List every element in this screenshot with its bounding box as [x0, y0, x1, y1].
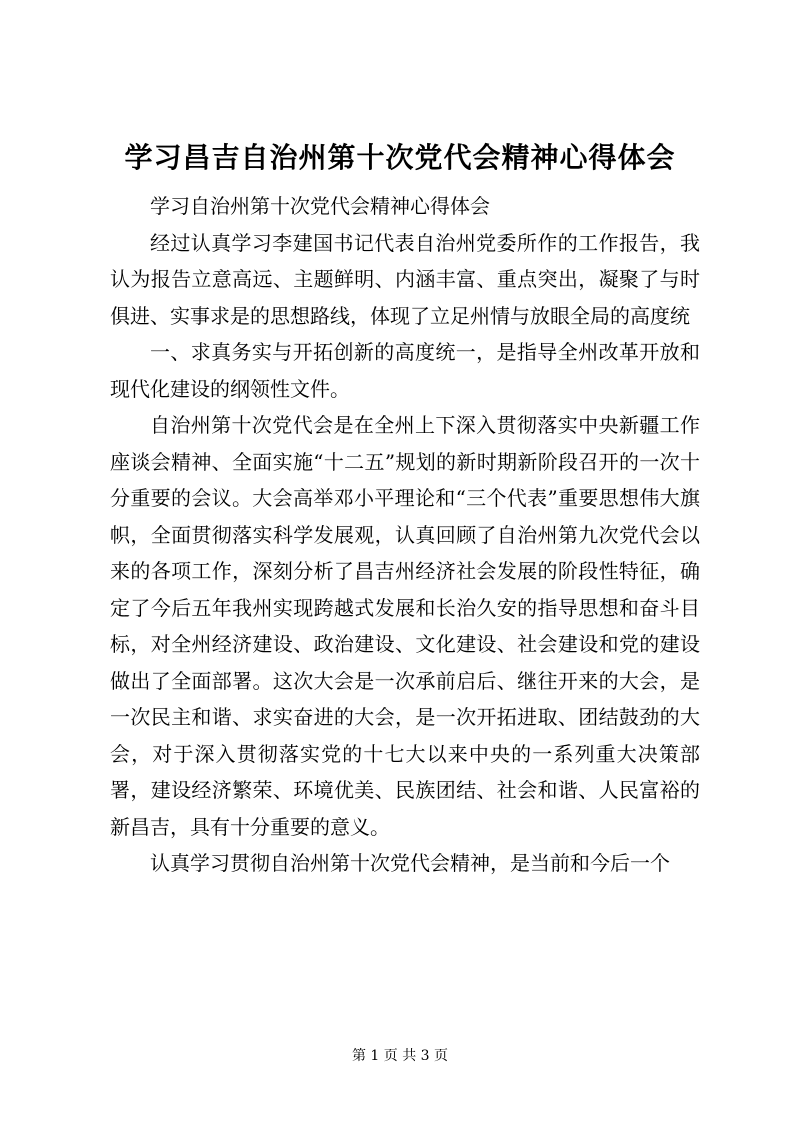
- document-body: [110, 188, 700, 882]
- paragraph-congress-significance: 自治州第十次党代会是在全州上下深入贯彻落实中央新疆工作座谈会精神、全面实施“十二五”规划的新时期新阶段召开的一次十分重要的会议。大会高举邓小平理论和“三个代表”重要思想伟大旗帜，全面贯彻落实科学发展观，认真回顾了自治州第九次党代会以来的各项工作，深刻分析了昌吉州经济社会发展的阶段性特征，确定了今后五年我州实现跨越式发展和长治久安的指导思想和奋斗目标，对全州经济建设、政治建设、文化建设、社会建设和党的建设做出了全面部署。这次大会是一次承前启后、继往开来的大会，是一次民主和谐、求实奋进的大会，是一次开拓进取、团结鼓劲的大会，对于深入贯彻落实党的十七大以来中央的一系列重大决策部署，建设经济繁荣、环境优美、民族团结、社会和谐、人民富裕的新昌吉，具有十分重要的意义。: [110, 413, 700, 839]
- paragraph-section-one: 一、求真务实与开拓创新的高度统一，是指导全州改革开放和现代化建设的纲领性文件。: [110, 340, 700, 401]
- document-title: 学习昌吉自治州第十次党代会精神心得体会: [124, 141, 676, 174]
- paragraph-study-continuation: 认真学习贯彻自治州第十次党代会精神，是当前和今后一个: [150, 851, 670, 875]
- paragraph-subtitle: 学习自治州第十次党代会精神心得体会: [150, 194, 490, 218]
- page-number-footer: 第 1 页 共 3 页: [351, 1048, 449, 1064]
- paragraph-intro: 经过认真学习李建国书记代表自治州党委所作的工作报告，我认为报告立意高远、主题鲜明、内涵丰富、重点突出，凝聚了与时俱进、实事求是的思想路线，体现了立足州情与放眼全局的高度统: [110, 230, 700, 328]
